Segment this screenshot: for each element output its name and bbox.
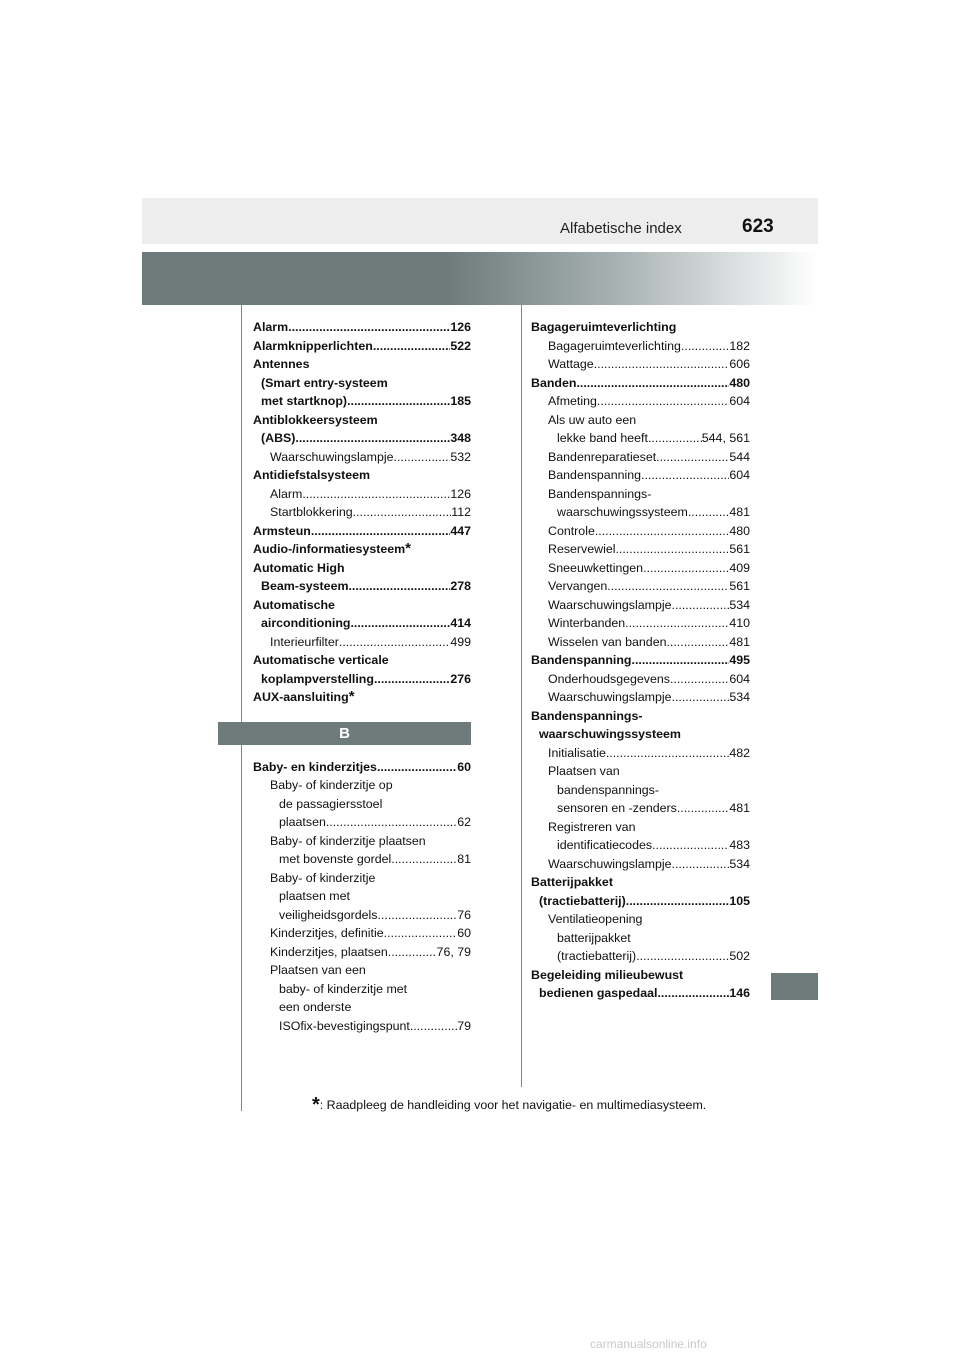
dot-leader (339, 633, 450, 652)
index-entry (253, 614, 471, 633)
entry-label: Waarschuwingslampje (270, 449, 394, 464)
index-entry (531, 762, 750, 781)
dot-leader (625, 614, 729, 633)
index-entry (253, 943, 471, 962)
index-entry (531, 947, 750, 966)
entry-label: Interieurfilter (270, 634, 339, 649)
entry-label: Armsteun (253, 523, 311, 538)
index-entry (531, 855, 750, 874)
entry-label: (tractiebatterij) (557, 949, 637, 963)
dot-leader (615, 540, 729, 559)
dot-leader (348, 577, 450, 596)
index-entry (253, 485, 471, 504)
dot-leader (672, 688, 730, 707)
letter-heading-b: B (218, 722, 471, 745)
index-entry (531, 670, 750, 689)
middle-column-rule (521, 305, 522, 1087)
entry-page: 481 (729, 634, 750, 649)
index-entry (531, 522, 750, 541)
index-entry (253, 961, 471, 980)
entry-label: Startblokkering (270, 505, 353, 519)
index-right-column (531, 318, 750, 1003)
index-entry (253, 1017, 471, 1036)
index-entry (531, 781, 750, 800)
dot-leader (657, 984, 729, 1003)
entry-page: 534 (729, 690, 750, 704)
dot-leader (378, 906, 458, 925)
entry-label: Automatic High (253, 560, 345, 575)
entry-label: bandenspannings- (557, 782, 659, 797)
entry-page: 534 (729, 597, 750, 612)
dot-leader (373, 337, 451, 356)
entry-label: Sneeuwkettingen (548, 560, 644, 575)
dot-leader (643, 559, 729, 578)
entry-page: 185 (450, 394, 471, 408)
entry-page: 126 (450, 320, 471, 334)
dot-leader (672, 855, 730, 874)
entry-page: 348 (450, 431, 471, 445)
entry-page: 499 (450, 634, 471, 649)
index-entry (253, 559, 471, 578)
entry-label: Beam-systeem (261, 579, 349, 593)
index-entry (253, 906, 471, 925)
dot-leader (595, 522, 729, 541)
entry-page: 495 (729, 653, 750, 667)
index-entry (531, 374, 750, 393)
index-entry (253, 651, 471, 670)
entry-label: AUX-aansluiting (253, 690, 349, 704)
entry-label: Banden (531, 375, 577, 390)
index-entry (531, 448, 750, 467)
dot-leader (677, 799, 729, 818)
dot-leader (594, 355, 730, 374)
entry-page: 182 (729, 338, 750, 353)
entry-page: 481 (729, 801, 750, 815)
index-entry (253, 998, 471, 1017)
entry-page: 126 (450, 486, 471, 501)
dot-leader (347, 392, 450, 411)
entry-label: (Smart entry-systeem (261, 375, 388, 390)
entry-label: Baby- of kinderzitje plaatsen (270, 833, 426, 848)
dot-leader (636, 947, 729, 966)
entry-page: 522 (450, 338, 471, 353)
entry-label: Antidiefstalsysteem (253, 468, 371, 482)
entry-page: 561 (729, 542, 750, 556)
dot-leader (377, 758, 457, 777)
index-entry (253, 670, 471, 689)
index-entry (253, 355, 471, 374)
entry-label: Plaatsen van een (270, 963, 366, 977)
index-entry (253, 633, 471, 652)
entry-label: Kinderzitjes, definitie (270, 926, 384, 940)
entry-label: Bandenspannings- (548, 486, 652, 501)
dot-leader (295, 429, 450, 448)
index-entry (531, 392, 750, 411)
dot-leader (288, 318, 450, 337)
header-bar (142, 198, 818, 244)
entry-label: Alarmknipperlichten (253, 338, 373, 353)
index-entry (531, 707, 750, 726)
index-left-column (253, 318, 471, 1035)
entry-label: lekke band heeft (557, 431, 648, 445)
index-entry (531, 318, 750, 337)
entry-page: 62 (457, 815, 471, 829)
entry-label: waarschuwingssysteem (539, 727, 681, 741)
entry-label: sensoren en -zenders (557, 801, 677, 815)
entry-page: 60 (457, 926, 471, 940)
dot-leader (311, 522, 450, 541)
dot-leader (652, 836, 729, 855)
dot-leader (606, 744, 729, 763)
entry-label: Bandenspanning (548, 468, 642, 482)
entry-label: met startknop) (261, 394, 348, 408)
entry-label: Bandenspannings- (531, 708, 643, 723)
entry-label: Wattage (548, 357, 594, 371)
entry-page: 604 (729, 671, 750, 686)
index-entry: AUX-aansluiting * (253, 688, 355, 705)
entry-page: 481 (729, 505, 750, 519)
dot-leader (353, 503, 452, 522)
entry-label: Kinderzitjes, plaatsen (270, 944, 388, 959)
index-entry (531, 411, 750, 430)
entry-label: Antiblokkeersysteem (253, 412, 378, 427)
entry-label: Afmeting (548, 394, 597, 408)
dot-leader (384, 924, 458, 943)
entry-label: Waarschuwingslampje (548, 597, 672, 612)
watermark: carmanualsonline.info (590, 1337, 707, 1351)
entry-page: 480 (729, 523, 750, 538)
index-entry (531, 429, 750, 448)
entry-label: Controle (548, 523, 595, 538)
entry-page: 278 (450, 579, 471, 593)
dot-leader (632, 651, 730, 670)
index-entry (531, 799, 750, 818)
dot-leader (388, 943, 437, 962)
dot-leader (374, 670, 450, 689)
entry-label: Bagageruimteverlichting (548, 338, 681, 353)
entry-label: Initialisatie (548, 745, 606, 760)
index-entry (531, 836, 750, 855)
index-entry (531, 355, 750, 374)
entry-label: Reservewiel (548, 542, 616, 556)
index-entry (531, 984, 750, 1003)
index-group-b-left (253, 758, 471, 1036)
entry-page: 76 (457, 907, 471, 922)
index-entry (531, 725, 750, 744)
entry-label: Waarschuwingslampje (548, 690, 672, 704)
entry-page: 81 (457, 852, 471, 866)
index-entry (253, 924, 471, 943)
chapter-side-tab (771, 973, 818, 1000)
dot-leader (597, 392, 729, 411)
entry-label: bedienen gaspedaal (539, 986, 658, 1000)
entry-page: 482 (729, 745, 750, 760)
entry-page: 112 (451, 505, 471, 519)
entry-label: plaatsen (279, 815, 326, 829)
dot-leader (391, 850, 457, 869)
index-entry (253, 832, 471, 851)
entry-label: Ventilatieopening (548, 912, 643, 926)
page-number: 623 (742, 216, 774, 237)
entry-label: Waarschuwingslampje (548, 856, 672, 871)
entry-label: Winterbanden (548, 616, 626, 630)
entry-label: koplampverstelling (261, 671, 374, 686)
entry-page: 447 (450, 523, 471, 538)
entry-label: de passagiersstoel (279, 796, 383, 811)
index-entry (253, 337, 471, 356)
index-entry (531, 744, 750, 763)
entry-label: plaatsen met (279, 889, 350, 903)
index-entry (531, 596, 750, 615)
index-entry (531, 651, 750, 670)
entry-label: Alarm (253, 320, 289, 334)
entry-page: 532 (450, 449, 471, 464)
entry-page: 410 (729, 616, 750, 630)
index-entry (253, 374, 471, 393)
entry-label: veiligheidsgordels (279, 907, 378, 922)
index-entry (531, 633, 750, 652)
index-entry (253, 795, 471, 814)
entry-label: Baby- of kinderzitje op (270, 778, 393, 792)
index-entry (253, 503, 471, 522)
entry-page: 409 (729, 560, 750, 575)
index-entry (253, 577, 471, 596)
entry-label: baby- of kinderzitje met (279, 981, 408, 996)
entry-page: 105 (729, 893, 750, 908)
index-entry (253, 980, 471, 999)
entry-label: Automatische (253, 597, 335, 612)
section-title: Alfabetische index (560, 220, 682, 237)
index-entry (253, 869, 471, 888)
entry-page: 146 (729, 986, 750, 1000)
entry-label: Automatische verticale (253, 653, 389, 667)
index-entry (253, 411, 471, 430)
index-entry (253, 522, 471, 541)
index-entry (531, 929, 750, 948)
entry-label: Als uw auto een (548, 412, 637, 427)
entry-label: Vervangen (548, 579, 608, 593)
entry-label: Wisselen van banden (548, 634, 667, 649)
entry-label: Baby- of kinderzitje (270, 870, 376, 885)
entry-page: 604 (729, 394, 750, 408)
dot-leader (688, 503, 729, 522)
index-entry (531, 614, 750, 633)
index-entry (253, 776, 471, 795)
entry-label: Plaatsen van (548, 764, 620, 778)
entry-label: Bandenspanning (531, 653, 632, 667)
index-entry (531, 688, 750, 707)
entry-page: 76, 79 (436, 944, 471, 959)
dot-leader (648, 429, 702, 448)
index-entry (531, 966, 750, 985)
entry-label: Begeleiding milieubewust (531, 967, 684, 982)
dot-leader (350, 614, 450, 633)
entry-label: waarschuwingssysteem (557, 505, 688, 519)
dot-leader (666, 633, 729, 652)
index-entry (531, 873, 750, 892)
index-entry (253, 596, 471, 615)
index-entry (531, 910, 750, 929)
index-entry (531, 577, 750, 596)
entry-label: een onderste (279, 1000, 352, 1014)
index-entry (253, 813, 471, 832)
index-entry (253, 448, 471, 467)
entry-page: 604 (729, 468, 750, 482)
entry-page: 534 (729, 856, 750, 871)
entry-page: 414 (450, 616, 471, 630)
entry-page: 502 (729, 949, 750, 963)
index-entry (531, 818, 750, 837)
entry-page: 544 (729, 449, 750, 464)
index-entry (531, 485, 750, 504)
entry-label: airconditioning (261, 616, 351, 630)
index-entry (253, 429, 471, 448)
footnote (312, 1094, 706, 1117)
dot-leader (641, 466, 729, 485)
entry-page: 79 (457, 1018, 471, 1033)
index-entry (253, 887, 471, 906)
entry-label: Bandenreparatieset (548, 449, 657, 464)
entry-page: 480 (729, 375, 750, 390)
dot-leader (326, 813, 457, 832)
index-entry (531, 892, 750, 911)
footnote-text: : Raadpleeg de handleiding voor het navigatie- en multimediasysteem. (319, 1098, 707, 1112)
entry-label: Registreren van (548, 819, 636, 834)
entry-page: 483 (729, 838, 750, 852)
dot-leader (410, 1017, 457, 1036)
entry-page: 544, 561 (701, 431, 750, 445)
entry-label: Onderhoudsgegevens (548, 671, 670, 686)
entry-label: Alarm (270, 486, 303, 501)
dot-leader (670, 670, 729, 689)
index-entry (531, 503, 750, 522)
entry-label: identificatiecodes (557, 838, 653, 852)
entry-label: Antennes (253, 357, 310, 371)
entry-page: 60 (457, 759, 471, 774)
index-entry (531, 559, 750, 578)
dot-leader (302, 485, 450, 504)
index-entry (253, 318, 471, 337)
index-group-a (253, 318, 471, 707)
entry-page: 606 (729, 357, 750, 371)
index-entry (253, 758, 471, 777)
entry-page: 276 (450, 671, 471, 686)
dot-leader (681, 337, 729, 356)
dot-leader (394, 448, 451, 467)
entry-label: Audio-/informatiesysteem (253, 542, 406, 556)
index-entry (531, 466, 750, 485)
entry-label: ISOfix-bevestigingspunt (279, 1018, 410, 1033)
entry-label: met bovenste gordel (279, 852, 392, 866)
entry-label: Baby- en kinderzitjes (253, 759, 377, 774)
entry-page: 561 (729, 579, 750, 593)
footnote-star: * (312, 1094, 320, 1116)
dot-leader (626, 892, 730, 911)
dot-leader (656, 448, 729, 467)
index-entry (253, 466, 471, 485)
dot-leader (576, 374, 729, 393)
index-entry (531, 337, 750, 356)
left-column-rule (241, 305, 242, 1111)
dot-leader (672, 596, 730, 615)
entry-label: batterijpakket (557, 930, 631, 945)
chapter-band (142, 252, 818, 305)
index-entry (253, 392, 471, 411)
index-group-b-right (531, 318, 750, 1003)
index-entry (253, 850, 471, 869)
entry-label: (ABS) (261, 431, 296, 445)
dot-leader (607, 577, 729, 596)
entry-label: (tractiebatterij) (539, 893, 626, 908)
entry-label: Batterijpakket (531, 875, 613, 889)
entry-label: Bagageruimteverlichting (531, 320, 677, 334)
index-entry: Audio-/informatiesysteem * (253, 540, 412, 557)
index-entry (531, 540, 750, 559)
